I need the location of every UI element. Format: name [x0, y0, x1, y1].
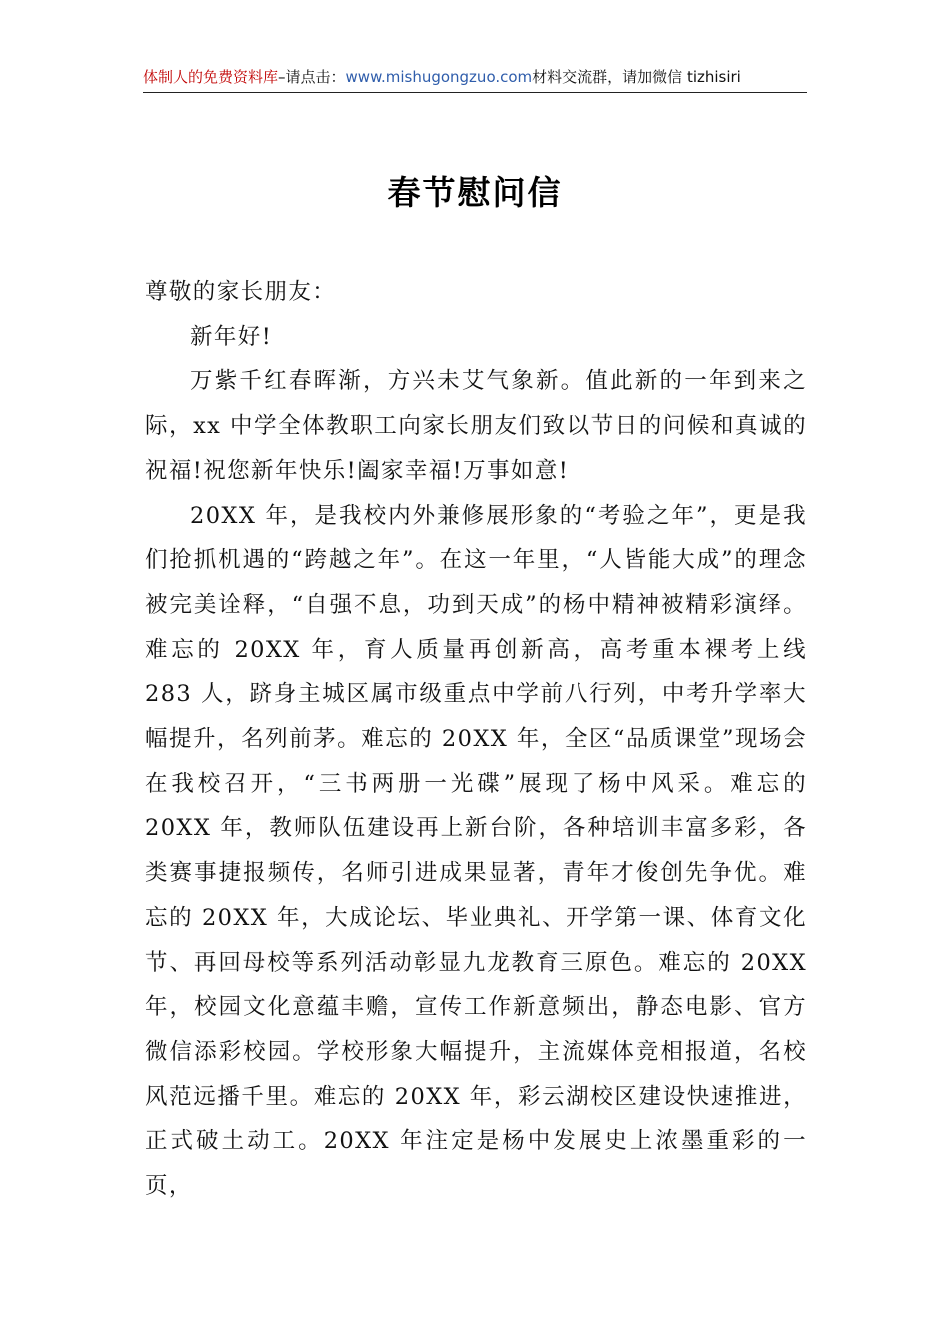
- paragraph-1: 万紫千红春晖渐，方兴未艾气象新。值此新的一年到来之际，xx 中学全体教职工向家长朋友们致以节日的问候和真诚的祝福!祝您新年快乐!阖家幸福!万事如意!: [145, 368, 807, 484]
- salutation: 尊敬的家长朋友：: [145, 279, 337, 305]
- page-header: [143, 62, 807, 93]
- header-site-link[interactable]: www.mishugongzuo.com: [345, 68, 533, 86]
- header-prompt: –请点击：: [278, 68, 346, 86]
- paragraph-2: 20XX 年，是我校内外兼修展形象的“考验之年”，更是我们抢抓机遇的“跨越之年”。在这一年里，“人皆能大成”的理念被完美诠释，“自强不息，功到天成”的杨中精神被精彩演绎。难忘的 20XX 年，育人质量再创新高，高考重本裸考上线 283 人，跻身主城区属市级重点中学前八行列，中考升学率大幅提升，名列前茅。难忘的 20XX 年，全区“品质课堂”现场会在我校召开，“三书两册一光碟”展现了杨中风采。难忘的 20XX 年，教师队伍建设再上新台阶，各种培训丰富多彩，各类赛事捷报频传，名师引进成果显著，青年才俊创先争优。难忘的 20XX 年，大成论坛、毕业典礼、开学第一课、体育文化节、再回母校等系列活动彰显九龙教育三原色。难忘的 20XX 年，校园文化意蕴丰赡，宣传工作新意频出，静态电影、官方微信添彩校园。学校形象大幅提升，主流媒体竞相报道，名校风范远播千里。难忘的 20XX 年，彩云湖校区建设快速推进，正式破土动工。20XX 年注定是杨中发展史上浓墨重彩的一页，: [145, 502, 807, 1200]
- header-brand: 体制人的免费资料库: [143, 68, 279, 86]
- greeting: 新年好!: [190, 323, 273, 350]
- document-title: 春节慰问信: [387, 173, 563, 212]
- header-contact: 材料交流群，请加微信 tizhisiri: [532, 68, 741, 86]
- letter-body: [145, 270, 807, 1209]
